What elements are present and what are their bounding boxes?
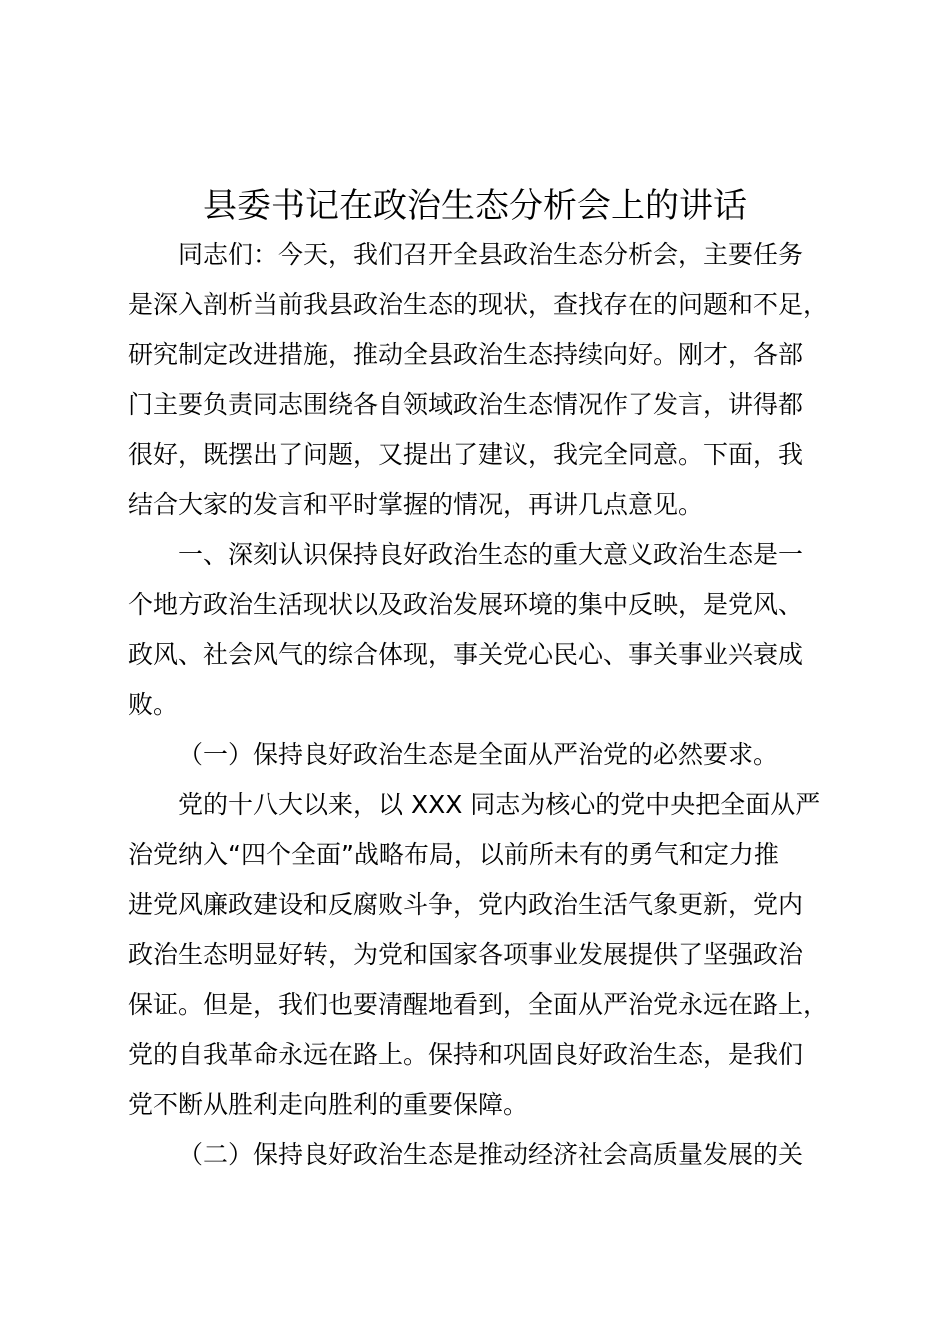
paragraph-line: 同志们：今天，我们召开全县政治生态分析会，主要任务 <box>178 240 804 269</box>
paragraph-section-one <box>128 530 828 730</box>
paragraph-line: 治党纳入“四个全面”战略布局，以前所未有的勇气和定力推 <box>128 840 779 869</box>
paragraph-line: 结合大家的发言和平时掌握的情况，再讲几点意见。 <box>128 490 704 519</box>
paragraph-line: 党不断从胜利走向胜利的重要保障。 <box>128 1090 529 1119</box>
paragraph-body <box>128 780 828 1130</box>
paragraph-opening <box>128 230 828 530</box>
paragraph-line: 败。 <box>128 690 179 719</box>
paragraph-line: 保证。但是，我们也要清醒地看到，全面从严治党永远在路上， <box>128 990 829 1019</box>
paragraph-line: 党的自我革命永远在路上。保持和巩固良好政治生态，是我们 <box>128 1040 804 1069</box>
paragraph-line: （一）保持良好政治生态是全面从严治党的必然要求。 <box>178 740 779 769</box>
paragraph-line: 政风、社会风气的综合体现，事关党心民心、事关事业兴衰成 <box>128 640 804 669</box>
paragraph-line: 一、深刻认识保持良好政治生态的重大意义政治生态是一 <box>178 540 804 569</box>
paragraph-line: 很好，既摆出了问题，又提出了建议，我完全同意。下面，我 <box>128 440 804 469</box>
paragraph-line: 党的十八大以来，以 XXX 同志为核心的党中央把全面从严 <box>178 790 821 819</box>
paragraph-line: 个地方政治生活现状以及政治发展环境的集中反映，是党风、 <box>128 590 804 619</box>
subheading-one <box>128 730 828 780</box>
paragraph-line: （二）保持良好政治生态是推动经济社会高质量发展的关 <box>178 1140 804 1169</box>
paragraph-line: 进党风廉政建设和反腐败斗争，党内政治生活气象更新，党内 <box>128 890 804 919</box>
paragraph-line: 政治生态明显好转，为党和国家各项事业发展提供了坚强政治 <box>128 940 804 969</box>
paragraph-line: 研究制定改进措施，推动全县政治生态持续向好。刚才，各部 <box>128 340 804 369</box>
paragraph-line: 是深入剖析当前我县政治生态的现状，查找存在的问题和不足， <box>128 290 829 319</box>
paragraph-line: 门主要负责同志围绕各自领域政治生态情况作了发言，讲得都 <box>128 390 804 419</box>
document-title: 县委书记在政治生态分析会上的讲话 <box>203 186 747 226</box>
subheading-two <box>128 1130 828 1180</box>
